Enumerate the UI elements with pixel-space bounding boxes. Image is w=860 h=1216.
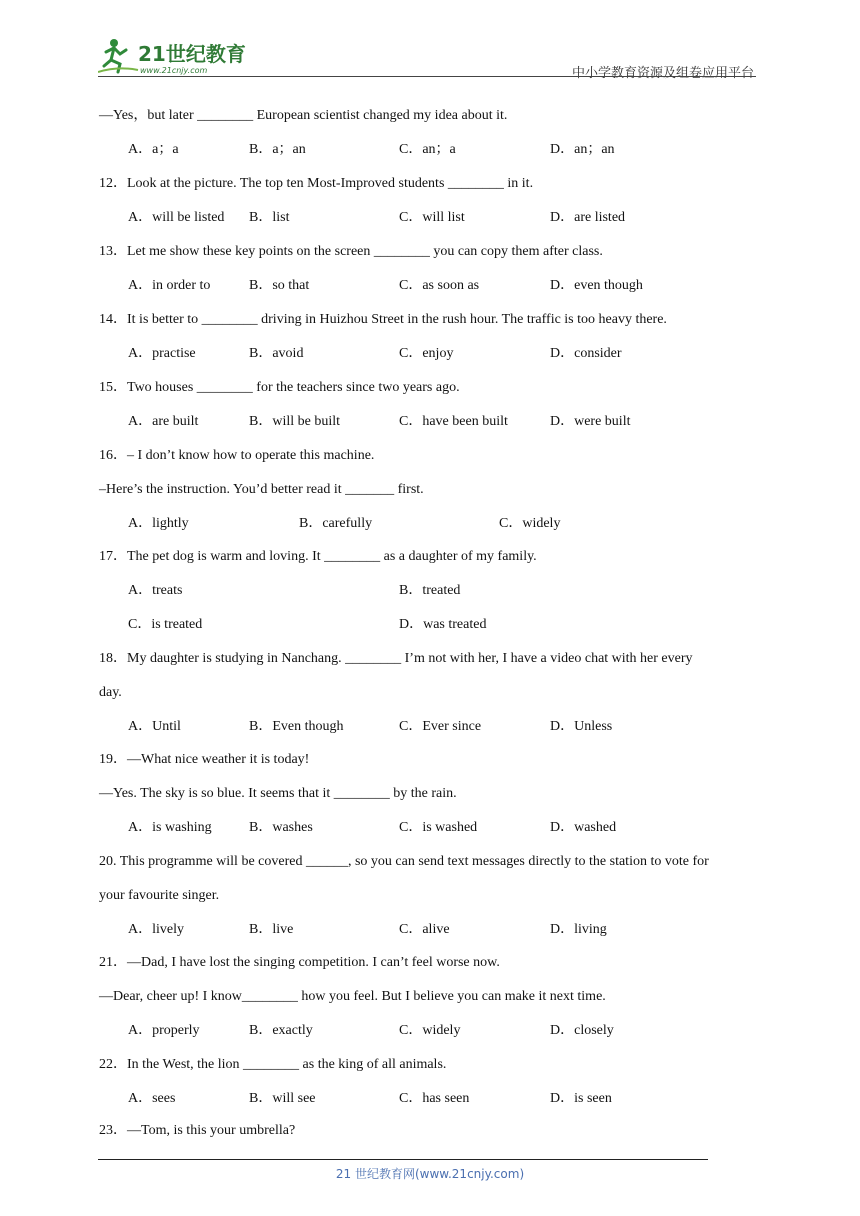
option: B．a；an	[249, 142, 306, 157]
option: B．will be built	[249, 414, 340, 429]
option: A．lively	[128, 922, 184, 937]
question-line: day.	[99, 685, 122, 700]
option: B．treated	[399, 583, 461, 598]
option: A．is washing	[128, 820, 212, 835]
option: C．widely	[399, 1023, 461, 1038]
question-line: 22．In the West, the lion ________ as the king of all animals.	[99, 1057, 447, 1072]
option: B．so that	[249, 278, 310, 293]
option: D．closely	[550, 1023, 614, 1038]
option: D．is seen	[550, 1091, 612, 1106]
option: B．list	[249, 210, 290, 225]
question-line: your favourite singer.	[99, 888, 220, 903]
option: D．washed	[550, 820, 617, 835]
option: D．Unless	[550, 719, 613, 734]
option: C．will list	[399, 210, 465, 225]
option: D．was treated	[399, 617, 487, 632]
option: B．exactly	[249, 1023, 313, 1038]
question-line: 14．It is better to ________ driving in Huizhou Street in the rush hour. The traffic is too heavy there.	[99, 312, 667, 327]
option: C．an；a	[399, 142, 456, 157]
footer-text: 21 世纪教育网(www.21cnjy.com)	[335, 1167, 525, 1181]
option: D．even though	[550, 278, 643, 293]
option: A．in order to	[128, 278, 211, 293]
option: A．Until	[128, 719, 181, 734]
footer-divider	[98, 1159, 708, 1160]
question-line: —Yes. The sky is so blue. It seems that it ________ by the rain.	[99, 786, 457, 801]
question-line: 16．– I don’t know how to operate this machine.	[99, 448, 375, 463]
svg-text:21世纪教育: 21世纪教育	[138, 42, 246, 66]
option: C．as soon as	[399, 278, 480, 293]
option: A．properly	[128, 1023, 200, 1038]
question-line: 12．Look at the picture. The top ten Most-Improved students ________ in it.	[99, 176, 534, 191]
svg-text:www.21cnjy.com: www.21cnjy.com	[140, 66, 208, 75]
question-line: –Here’s the instruction. You’d better read it _______ first.	[99, 482, 424, 497]
question-line: 17．The pet dog is warm and loving. It ________ as a daughter of my family.	[99, 549, 537, 564]
option: D．an；an	[550, 142, 615, 157]
option: A．a；a	[128, 142, 179, 157]
option: A．are built	[128, 414, 199, 429]
question-line: 19．—What nice weather it is today!	[99, 752, 310, 767]
header-divider	[98, 76, 756, 77]
option: C．has seen	[399, 1091, 470, 1106]
question-line: 13．Let me show these key points on the screen ________ you can copy them after class.	[99, 244, 603, 259]
page-header	[98, 36, 756, 81]
question-line: 23．—Tom, is this your umbrella?	[99, 1123, 296, 1138]
option: C．widely	[499, 516, 561, 531]
option: B．Even though	[249, 719, 344, 734]
option: D．are listed	[550, 210, 626, 225]
header-platform-text: 中小学教育资源及组卷应用平台	[571, 66, 754, 81]
option: B．avoid	[249, 346, 304, 361]
option: C．enjoy	[399, 346, 454, 361]
question-line: 18．My daughter is studying in Nanchang. ________ I’m not with her, I have a video chat with her every	[99, 651, 693, 666]
runner-icon	[98, 39, 138, 72]
option: A．sees	[128, 1091, 176, 1106]
option: C．have been built	[399, 414, 508, 429]
question-line: 15．Two houses ________ for the teachers since two years ago.	[99, 380, 460, 395]
question-line: 21．—Dad, I have lost the singing competition. I can’t feel worse now.	[99, 955, 500, 970]
option: C．Ever since	[399, 719, 482, 734]
option: D．were built	[550, 414, 631, 429]
option: A．will be listed	[128, 210, 225, 225]
option: C．alive	[399, 922, 450, 937]
option: A．lightly	[128, 516, 189, 531]
option: A．treats	[128, 583, 183, 598]
option: C．is washed	[399, 820, 478, 835]
site-logo	[98, 36, 268, 76]
option: B．live	[249, 922, 294, 937]
option: C．is treated	[128, 617, 203, 632]
option: D．consider	[550, 346, 622, 361]
question-line: 20. This programme will be covered ______, so you can send text messages directly to the station to vote for	[99, 854, 709, 869]
option: A．practise	[128, 346, 196, 361]
question-line: —Dear, cheer up! I know________ how you feel. But I believe you can make it next time.	[99, 989, 606, 1004]
option: B．will see	[249, 1091, 316, 1106]
option: B．carefully	[299, 516, 373, 531]
question-line: —Yes，but later ________ European scientist changed my idea about it.	[99, 108, 508, 123]
option: B．washes	[249, 820, 313, 835]
option: D．living	[550, 922, 607, 937]
